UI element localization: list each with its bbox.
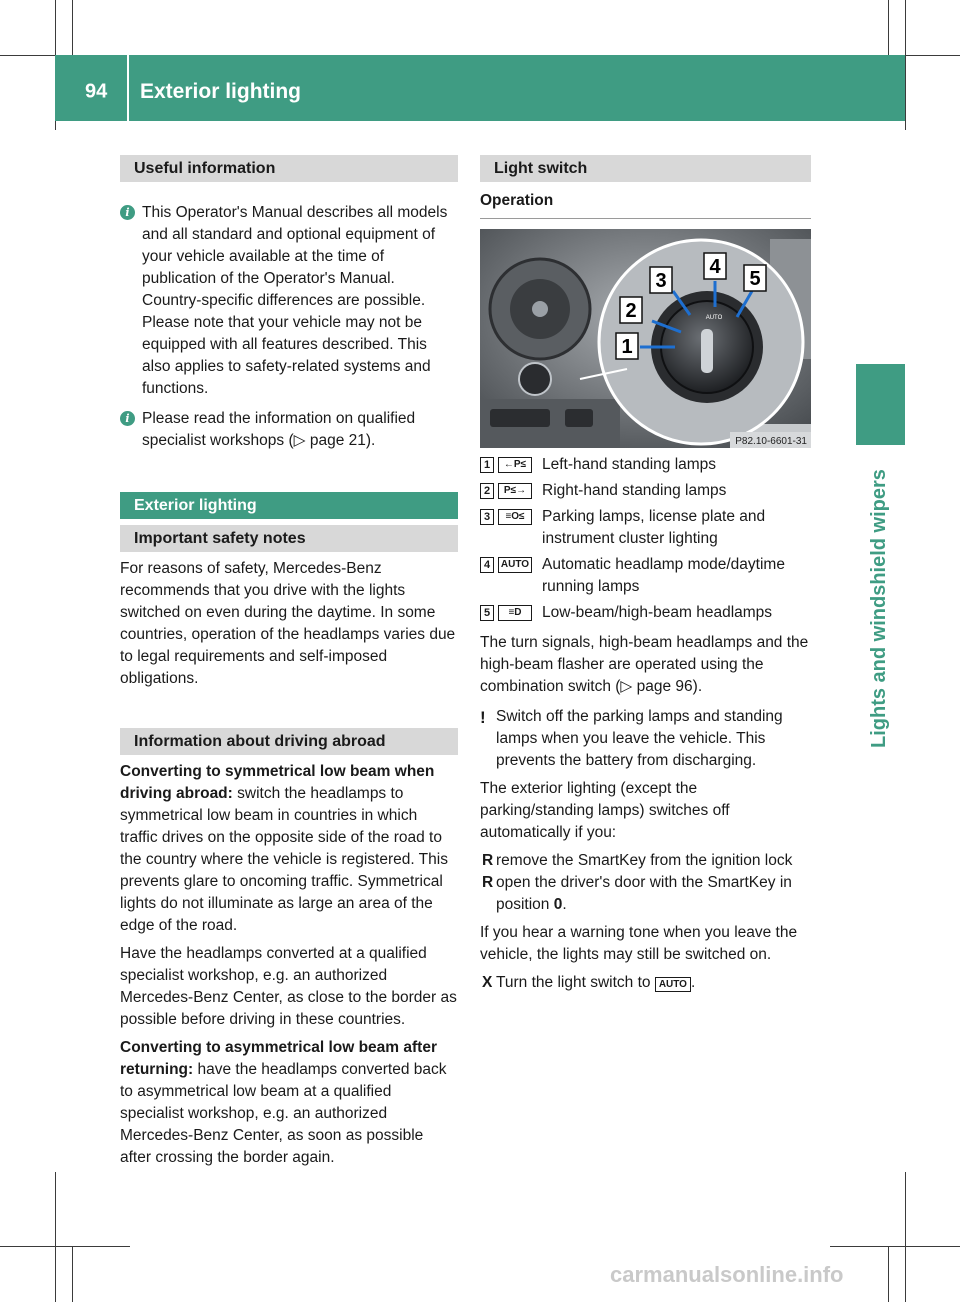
warning-text: Switch off the parking lamps and standing lamps when you leave the vehicle. This prevents the battery from discharging.	[496, 708, 783, 769]
photo-code: P82.10-6601-31	[735, 436, 807, 447]
auto-headlamp-icon: AUTO	[498, 557, 532, 573]
side-tab-label: Lights and windshield wipers	[868, 469, 890, 748]
symmetrical-paragraph	[120, 761, 458, 937]
symmetrical-text: switch the headlamps to symmetrical low beam in countries in which traffic drives on the opposite side of the road to the country where the vehicle is registered. This prevents glare to oncoming traffic. Symmetrical lights do not illuminate as large an area of the edge of the road.	[120, 785, 448, 934]
page-number: 94	[85, 80, 108, 103]
legend-text: Right-hand standing lamps	[542, 482, 727, 499]
info-note-text: This Operator's Manual describes all models and all standard and optional equipment of your vehicle available at the time of publication of the Operator's Manual. Country-specific differences are possible. Please note that your vehicle may not be equipped with all features described. This also applies to safety-related systems and functions.	[142, 204, 448, 397]
section-heading-exterior-lighting: Exterior lighting	[120, 492, 458, 519]
key-position: 0	[553, 896, 563, 913]
legend-text: Low-beam/high-beam headlamps	[542, 604, 773, 621]
light-switch-photo	[480, 229, 811, 448]
asymmetrical-heading: Converting to asymmetrical low beam after returning:	[120, 1039, 437, 1078]
operation-heading: Operation	[480, 190, 811, 219]
crop-mark	[905, 0, 906, 130]
asymmetrical-text: have the headlamps converted back to asymmetrical low beam at a qualified specialist workshop, e.g. an authorized Mercedes-Benz Center, as soon as possible after crossing the border again.	[120, 1061, 447, 1166]
legend-item	[480, 480, 811, 502]
turn-signals-text: The turn signals, high-beam headlamps and the high-beam flasher are operated using the combination switch (▷ page 96).	[480, 634, 809, 695]
crop-mark	[888, 1246, 889, 1302]
right-column	[480, 155, 811, 994]
symmetrical-heading: Converting to symmetrical low beam when driving abroad:	[120, 763, 435, 802]
info-note	[120, 408, 458, 452]
callout-2	[620, 297, 642, 323]
list-item-text: open the driver's door with the SmartKey in position	[496, 874, 792, 913]
callout-5	[744, 265, 766, 291]
bullet-icon: R	[482, 852, 494, 869]
crop-mark	[905, 1172, 906, 1302]
list-item-end: .	[562, 896, 567, 913]
section-heading-safety-notes: Important safety notes	[120, 525, 458, 552]
legend-item	[480, 454, 811, 476]
info-icon: i	[120, 205, 135, 220]
crop-mark	[888, 0, 889, 55]
header-divider	[127, 55, 129, 121]
knob-auto-label: AUTO	[705, 315, 723, 321]
auto-symbol-icon: AUTO	[655, 977, 691, 992]
list-item	[480, 872, 811, 916]
callout-1	[616, 333, 638, 359]
crop-mark	[72, 0, 73, 55]
section-heading-driving-abroad: Information about driving abroad	[120, 728, 458, 755]
list-item-text: remove the SmartKey from the ignition lock	[496, 852, 793, 869]
legend-number: 5	[480, 605, 494, 621]
parking-lamps-icon: ≡O≤	[498, 509, 532, 525]
callout-4	[704, 253, 726, 279]
warning-note	[480, 706, 811, 772]
legend-number: 3	[480, 509, 494, 525]
callout-3	[650, 267, 672, 293]
warning-tone-text: If you hear a warning tone when you leave the vehicle, the lights may still be switched on.	[480, 924, 798, 963]
info-note-text: Please read the information on qualified specialist workshops (▷ page 21).	[142, 410, 416, 449]
svg-text:5: 5	[749, 268, 761, 290]
action-text: Turn the light switch to	[496, 974, 655, 991]
crop-mark	[830, 1246, 960, 1247]
asymmetrical-paragraph	[120, 1037, 458, 1169]
svg-text:3: 3	[655, 270, 667, 292]
legend-number: 2	[480, 483, 494, 499]
legend-item	[480, 506, 811, 550]
info-icon: i	[120, 411, 135, 426]
action-arrow-icon: X	[482, 974, 493, 991]
svg-text:1: 1	[621, 336, 633, 358]
legend-text: Automatic headlamp mode/daytime running lamps	[542, 556, 785, 595]
legend-number: 4	[480, 557, 494, 573]
side-tab-marker	[856, 364, 905, 445]
crop-mark	[72, 1246, 73, 1302]
auto-off-text: The exterior lighting (except the parking/standing lamps) switches off automatically if you:	[480, 780, 730, 841]
convert-text: Have the headlamps converted at a qualified specialist workshop, e.g. an authorized Mercedes-Benz Center, as close to the border as possible before driving in these countries.	[120, 945, 457, 1028]
bullet-icon: R	[482, 874, 494, 891]
left-standing-lamps-icon: ←P≤	[498, 457, 532, 473]
low-beam-icon: ≡D	[498, 605, 532, 621]
right-standing-lamps-icon: P≤→	[498, 483, 532, 499]
left-column	[120, 155, 458, 1169]
legend-number: 1	[480, 457, 494, 473]
warning-icon: !	[480, 708, 486, 727]
legend-text: Parking lamps, license plate and instrument cluster lighting	[542, 508, 766, 547]
section-heading-useful-information: Useful information	[120, 155, 458, 182]
light-switch-illustration	[480, 229, 811, 448]
crop-mark	[55, 1172, 56, 1302]
list-item	[480, 850, 811, 872]
safety-text: For reasons of safety, Mercedes-Benz recommends that you drive with the lights switched on even during the daytime. In some countries, operation of the headlamps varies due to legal requirements and self-imposed obligations.	[120, 560, 456, 687]
info-note	[120, 202, 458, 400]
legend-item	[480, 554, 811, 598]
action-step	[480, 972, 811, 994]
crop-mark	[0, 1246, 130, 1247]
svg-text:4: 4	[709, 256, 721, 278]
svg-text:2: 2	[625, 300, 637, 322]
watermark: carmanualsonline.info	[610, 1262, 844, 1287]
page-title: Exterior lighting	[140, 80, 302, 103]
action-end: .	[690, 974, 696, 991]
section-heading-light-switch: Light switch	[480, 155, 811, 182]
legend-list	[480, 454, 811, 624]
legend-item	[480, 602, 811, 624]
legend-text: Left-hand standing lamps	[542, 456, 717, 473]
